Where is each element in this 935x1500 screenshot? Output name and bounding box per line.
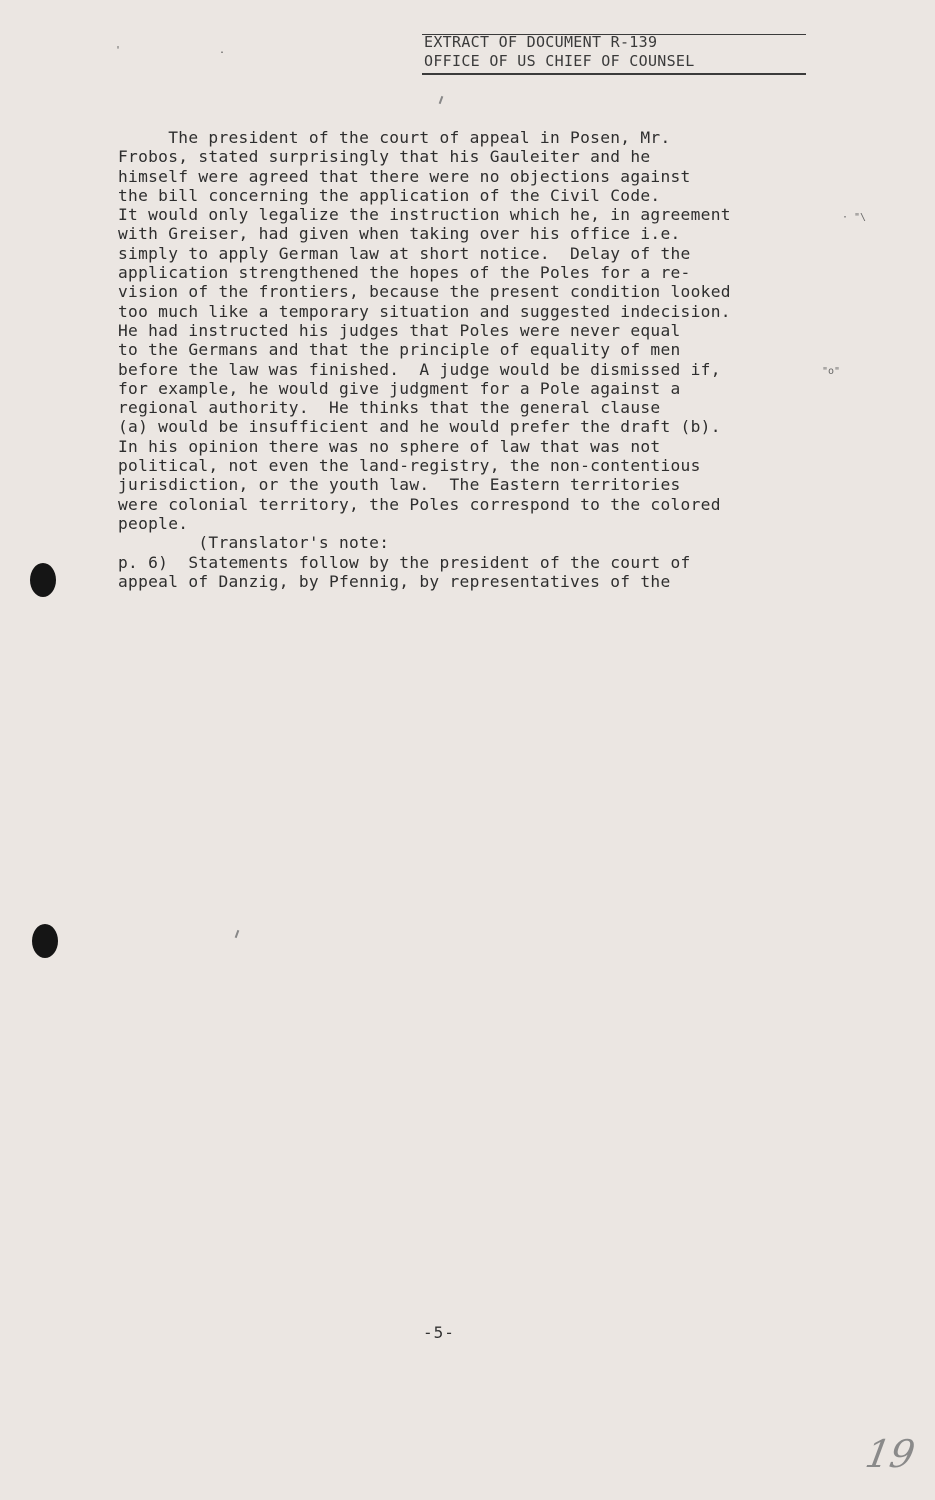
body-text — [118, 128, 818, 591]
body-line: before the law was finished. A judge would be dismissed if, — [118, 359, 721, 379]
margin-mark-right-2: "o" — [822, 366, 841, 377]
handwritten-page-number: 19 — [862, 1432, 919, 1476]
punch-hole-lower — [32, 924, 58, 958]
header-rule-bottom — [422, 73, 806, 75]
body-line: jurisdiction, or the youth law. The Eastern territories — [118, 475, 681, 495]
body-line: vision of the frontiers, because the present condition looked — [118, 282, 731, 302]
body-line: were colonial territory, the Poles correspond to the colored — [118, 494, 721, 514]
body-line: appeal of Danzig, by Pfennig, by representatives of the — [118, 571, 671, 591]
body-line: (Translator's note: — [118, 533, 390, 553]
body-line: with Greiser, had given when taking over his office i.e. — [118, 224, 681, 244]
body-line: Frobos, stated surprisingly that his Gauleiter and he — [118, 147, 651, 167]
body-line: The president of the court of appeal in Posen, Mr. — [118, 128, 671, 147]
punch-hole-upper — [30, 563, 56, 597]
body-line: It would only legalize the instruction which he, in agreement — [118, 205, 731, 225]
margin-mark-right-1: · "\ — [842, 212, 867, 223]
body-line: p. 6) Statements follow by the president of the court of — [118, 552, 691, 572]
body-line: for example, he would give judgment for a Pole against a — [118, 378, 681, 398]
body-line: people. — [118, 513, 189, 533]
stray-mark — [439, 96, 444, 104]
header-office: OFFICE OF US CHIEF OF COUNSEL — [424, 52, 695, 70]
body-line: (a) would be insufficient and he would prefer the draft (b). — [118, 417, 721, 437]
body-line: He had instructed his judges that Poles were never equal — [118, 320, 681, 340]
header-title: EXTRACT OF DOCUMENT R-139 — [424, 33, 658, 51]
top-left-marks: ' . — [115, 45, 272, 56]
body-line: regional authority. He thinks that the general clause — [118, 398, 661, 418]
body-line: In his opinion there was no sphere of law that was not — [118, 436, 661, 456]
body-line: political, not even the land-registry, the non-contentious — [118, 456, 701, 476]
stray-mark-lower — [235, 930, 240, 938]
body-line: too much like a temporary situation and suggested indecision. — [118, 301, 731, 321]
body-line: simply to apply German law at short notice. Delay of the — [118, 243, 691, 263]
body-line: to the Germans and that the principle of equality of men — [118, 340, 681, 360]
body-line: application strengthened the hopes of the Poles for a re- — [118, 263, 691, 283]
page-number: -5- — [423, 1323, 455, 1342]
body-line: the bill concerning the application of the Civil Code. — [118, 185, 661, 205]
body-line: himself were agreed that there were no objections against — [118, 166, 691, 186]
